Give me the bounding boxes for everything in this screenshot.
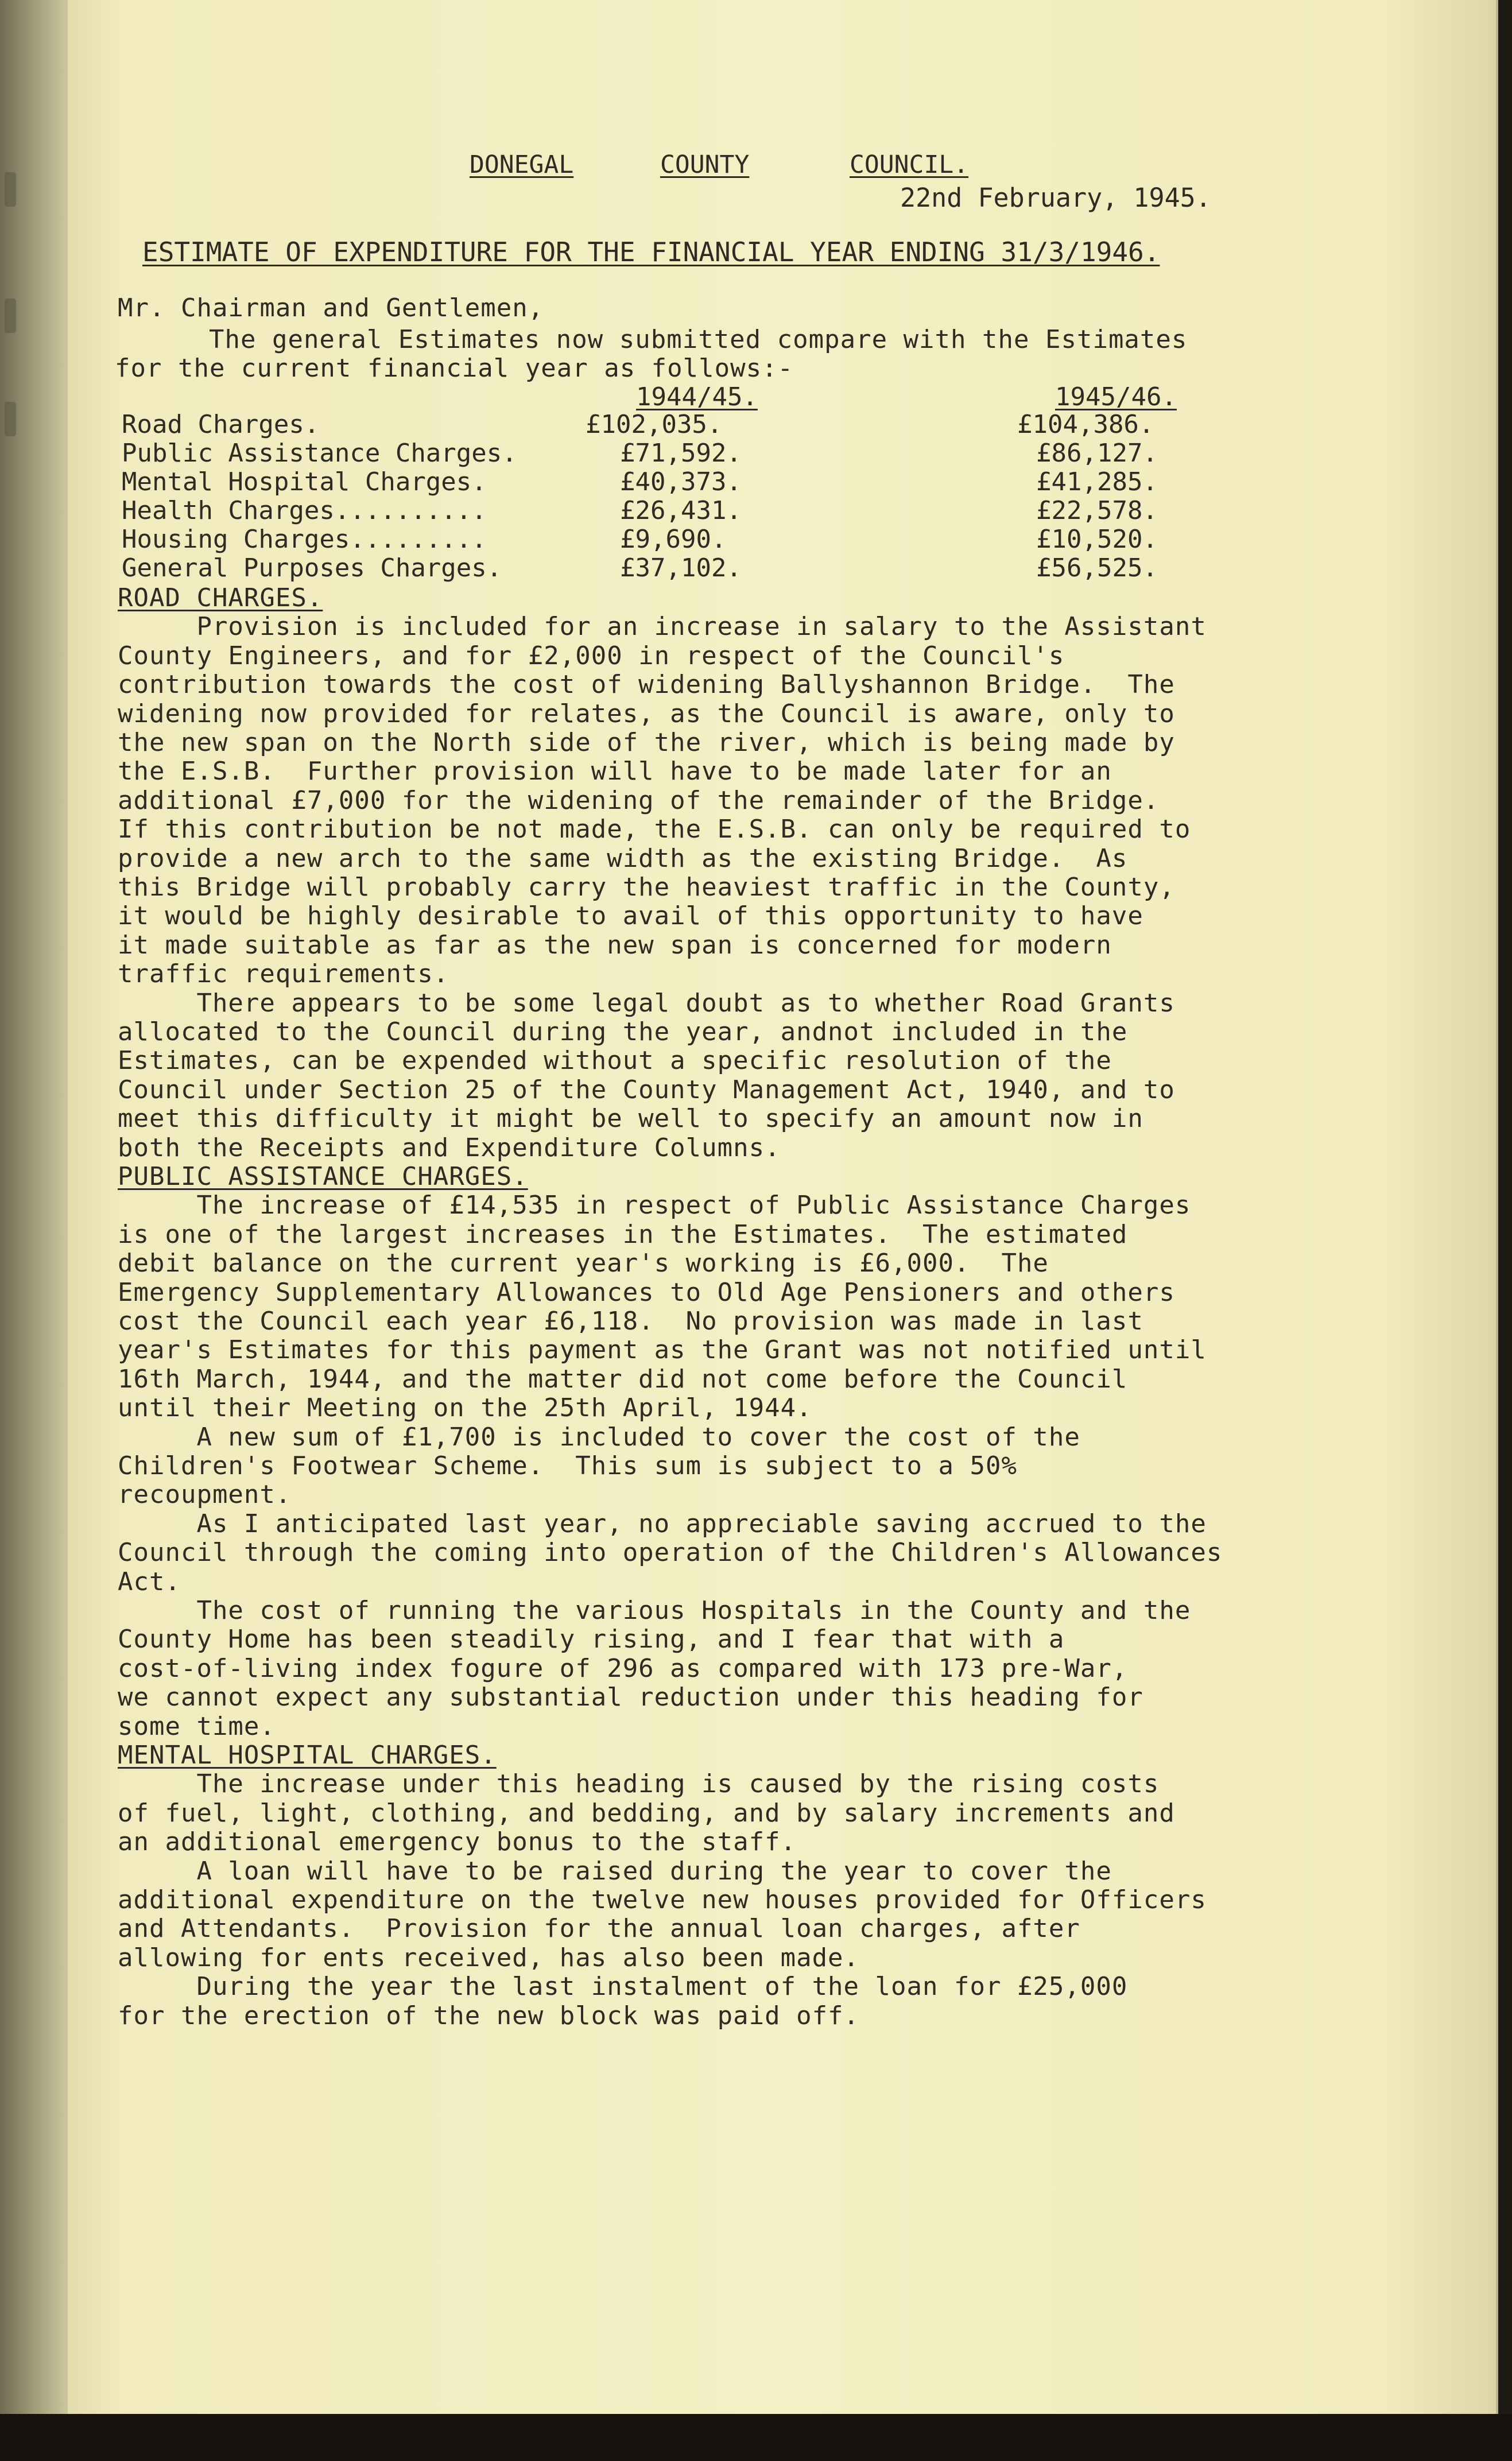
body-line: County Engineers, and for £2,000 in respect of the Council's — [118, 641, 1065, 671]
row-value-1945: £41,285. — [1036, 467, 1158, 497]
body-line: Estimates, can be expended without a specific resolution of the — [118, 1046, 1112, 1075]
body-line: provide a new arch to the same width as the existing Bridge. As — [118, 844, 1128, 873]
row-label: Health Charges.......... — [122, 496, 487, 525]
body-line: an additional emergency bonus to the staff. — [118, 1827, 797, 1857]
body-line: Act. — [118, 1567, 181, 1596]
body-line: meet this difficulty it might be well to specify an amount now in — [118, 1104, 1143, 1133]
body-line: additional £7,000 for the widening of the remainder of the Bridge. — [118, 786, 1160, 815]
body-line: is one of the largest increases in the Estimates. The estimated — [118, 1220, 1128, 1249]
col-header-1944: 1944/45. — [636, 382, 758, 412]
row-value-1944: £40,373. — [620, 467, 742, 497]
body-line: some time. — [118, 1712, 276, 1741]
salutation: Mr. Chairman and Gentlemen, — [118, 293, 544, 323]
body-line: widening now provided for relates, as the Council is aware, only to — [118, 699, 1175, 728]
body-line: Council through the coming into operation of the Children's Allowances — [118, 1538, 1223, 1567]
body-line: The increase of £14,535 in respect of Public Assistance Charges — [118, 1191, 1191, 1220]
letterhead-donegal: DONEGAL — [470, 150, 574, 179]
body-line: contribution towards the cost of widening Ballyshannon Bridge. The — [118, 670, 1175, 699]
body-line: it would be highly desirable to avail of this opportunity to have — [118, 901, 1143, 931]
document-date: 22nd February, 1945. — [900, 183, 1211, 213]
row-value-1945: £104,386. — [1017, 410, 1154, 439]
body-line: 16th March, 1944, and the matter did not come before the Council — [118, 1365, 1128, 1394]
row-label: Housing Charges......... — [122, 525, 487, 554]
body-line: this Bridge will probably carry the heaviest traffic in the County, — [118, 873, 1175, 902]
body-line: it made suitable as far as the new span is concerned for modern — [118, 931, 1112, 960]
section-title: MENTAL HOSPITAL CHARGES. — [118, 1741, 497, 1770]
body-line: until their Meeting on the 25th April, 1944. — [118, 1393, 812, 1423]
body-line: year's Estimates for this payment as the Grant was not notified until — [118, 1335, 1207, 1365]
row-value-1944: £102,035. — [586, 410, 723, 439]
row-label: General Purposes Charges. — [122, 553, 502, 583]
body-line: During the year the last instalment of the loan for £25,000 — [118, 1972, 1128, 2001]
document-heading: ESTIMATE OF EXPENDITURE FOR THE FINANCIAL YEAR ENDING 31/3/1946. — [142, 237, 1160, 268]
body-line: A new sum of £1,700 is included to cover the cost of the — [118, 1423, 1080, 1452]
body-line: Children's Footwear Scheme. This sum is subject to a 50% — [118, 1451, 1017, 1481]
body-line: of fuel, light, clothing, and bedding, and by salary increments and — [118, 1799, 1175, 1828]
section-title: ROAD CHARGES. — [118, 583, 323, 613]
row-label: Road Charges. — [122, 410, 320, 439]
body-line: both the Receipts and Expenditure Columns. — [118, 1133, 781, 1162]
col-header-1945: 1945/46. — [1055, 382, 1177, 412]
binding-mark — [5, 172, 16, 207]
body-line: County Home has been steadily rising, and I fear that with a — [118, 1625, 1065, 1654]
body-line: allowing for ents received, has also been made. — [118, 1943, 860, 1972]
body-line: we cannot expect any substantial reduction under this heading for — [118, 1683, 1143, 1712]
body-line: The increase under this heading is caused by the rising costs — [118, 1769, 1160, 1799]
body-line: There appears to be some legal doubt as to whether Road Grants — [118, 989, 1175, 1018]
row-label: Mental Hospital Charges. — [122, 467, 487, 497]
binding-mark — [5, 299, 16, 333]
row-value-1945: £22,578. — [1036, 496, 1158, 525]
row-value-1944: £26,431. — [620, 496, 742, 525]
body-line: the new span on the North side of the river, which is being made by — [118, 728, 1175, 757]
intro-line-1: The general Estimates now submitted compare with the Estimates — [209, 325, 1188, 354]
body-line: The cost of running the various Hospitals in the County and the — [118, 1596, 1191, 1625]
body-line: traffic requirements. — [118, 959, 449, 989]
row-label: Public Assistance Charges. — [122, 439, 517, 468]
page-bottom-shadow — [0, 2414, 1512, 2461]
letterhead-county: COUNTY — [660, 150, 750, 179]
intro-line-2: for the current financial year as follows:- — [115, 354, 794, 383]
body-line: cost the Council each year £6,118. No provision was made in last — [118, 1307, 1143, 1336]
row-value-1945: £56,525. — [1036, 553, 1158, 583]
body-line: the E.S.B. Further provision will have to be made later for an — [118, 757, 1112, 786]
body-line: and Attendants. Provision for the annual loan charges, after — [118, 1914, 1080, 1943]
row-value-1945: £10,520. — [1036, 525, 1158, 554]
body-line: If this contribution be not made, the E.S.B. can only be required to — [118, 815, 1191, 844]
body-line: As I anticipated last year, no appreciable saving accrued to the — [118, 1509, 1207, 1538]
row-value-1944: £9,690. — [620, 525, 727, 554]
body-line: debit balance on the current year's working is £6,000. The — [118, 1249, 1049, 1278]
binding-mark — [5, 402, 16, 436]
body-line: for the erection of the new block was paid off. — [118, 2001, 860, 2030]
body-line: Emergency Supplementary Allowances to Old Age Pensioners and others — [118, 1278, 1175, 1307]
row-value-1944: £71,592. — [620, 439, 742, 468]
body-line: Council under Section 25 of the County Management Act, 1940, and to — [118, 1075, 1175, 1104]
body-line: Provision is included for an increase in salary to the Assistant — [118, 612, 1207, 641]
body-line: additional expenditure on the twelve new houses provided for Officers — [118, 1885, 1207, 1914]
row-value-1944: £37,102. — [620, 553, 742, 583]
letterhead-council: COUNCIL. — [850, 150, 969, 179]
row-value-1945: £86,127. — [1036, 439, 1158, 468]
body-line: cost-of-living index fogure of 296 as compared with 173 pre-War, — [118, 1654, 1128, 1683]
section-title: PUBLIC ASSISTANCE CHARGES. — [118, 1162, 528, 1191]
body-line: recoupment. — [118, 1480, 292, 1509]
body-line: A loan will have to be raised during the year to cover the — [118, 1857, 1112, 1886]
body-line: allocated to the Council during the year, andnot included in the — [118, 1017, 1128, 1047]
